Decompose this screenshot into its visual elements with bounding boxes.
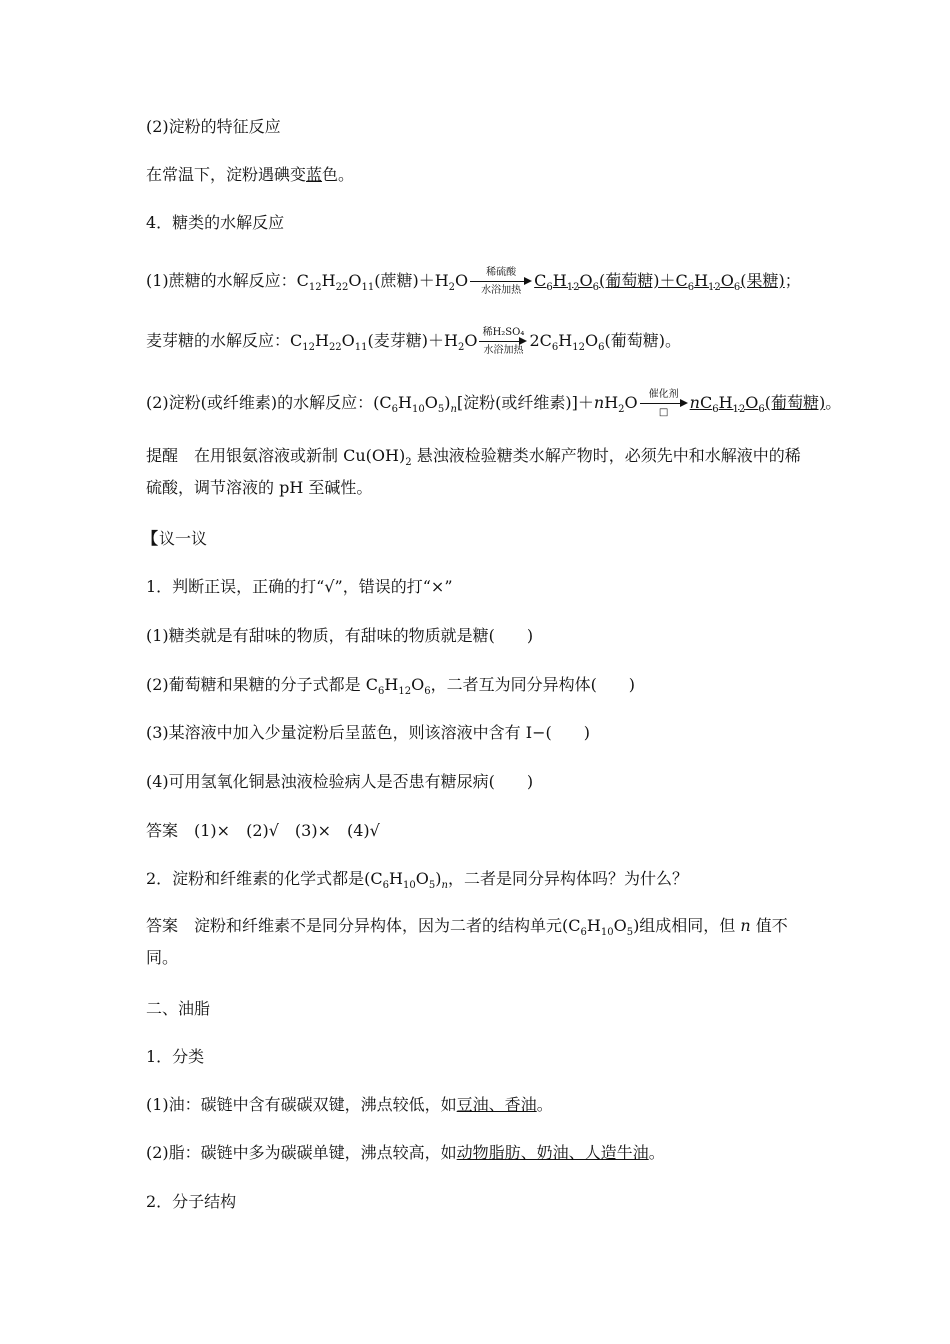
tip-label: 提醒 xyxy=(146,446,179,465)
underlined-products: $nC_6H_{12}O_6$(葡萄糖) xyxy=(689,393,826,415)
text: 在常温下，淀粉遇碘变 xyxy=(146,165,307,184)
reaction-arrow xyxy=(470,266,532,296)
answer-blank: 豆油、香油 xyxy=(456,1095,537,1114)
arrow-condition-top: 稀H₂SO₄ xyxy=(482,326,525,338)
bracket-mark: 【 xyxy=(142,529,159,548)
underlined-products: $C_6H_{12}O_6$(葡萄糖)$+C_6H_{12}O_6$(果糖) xyxy=(534,271,785,293)
arrow-condition-bottom: □ xyxy=(658,406,669,418)
answer-blank: 动物脂肪、奶油、人造牛油 xyxy=(456,1143,649,1162)
question-2: 2．淀粉和纤维素的化学式都是$(C_6H_{10}O_5)_n$，二者是同分异构体吗？为什么？ xyxy=(146,869,688,891)
starch-iodine-sentence xyxy=(146,164,354,186)
text: H xyxy=(321,271,336,290)
arrow-condition-top: 催化剂 xyxy=(648,388,679,400)
text: O xyxy=(455,271,469,290)
subscript: 2 xyxy=(448,282,456,293)
answer-1: 答案 (1)× (2)√ (3)× (4)√ xyxy=(146,821,380,840)
question-1-2: (2)葡萄糖和果糖的分子式都是 $C_6H_{12}O_6$，二者互为同分异构体( ) xyxy=(146,675,636,697)
subscript: 11 xyxy=(361,282,375,293)
question-1: 1．判断正误，正确的打“√”，错误的打“×” xyxy=(146,577,453,596)
tip-paragraph: 提醒 在用银氨溶液或新制 $Cu(OH)_2$ 悬浊液检验糖类水解产物时，必须先中和水解液中的稀硫酸，调节溶液的 pH 至碱性。 xyxy=(146,446,801,497)
question-1-3: (3)某溶液中加入少量淀粉后呈蓝色，则该溶液中含有 I−( ) xyxy=(146,723,590,742)
arrow-condition-bottom: 水浴加热 xyxy=(483,344,524,356)
equation-maltose: 麦芽糖的水解反应：$C_{12}H_{22}O_{11}$(麦芽糖)$+H_2O$ 稀H₂SO₄ 水浴加热 $2C_6H_{12}O_6$(葡萄糖)。 xyxy=(146,326,681,356)
reaction-arrow xyxy=(479,326,527,356)
text: 色。 xyxy=(322,165,355,184)
subscript: 12 xyxy=(308,282,322,293)
arrow-condition-top: 稀硫酸 xyxy=(486,266,517,278)
reaction-arrow xyxy=(640,388,688,418)
section-heading-oils: 二、油脂 xyxy=(146,999,211,1018)
answer-blank-blue: 蓝 xyxy=(306,165,323,184)
text: ； xyxy=(784,271,801,290)
oils-classification: 1．分类 xyxy=(146,1047,205,1066)
arrow-condition-bottom: 水浴加热 xyxy=(481,284,522,296)
answer-2: 答案 淀粉和纤维素不是同分异构体，因为二者的结构单元$(C_6H_{10}O_5)$组成相同，但 n 值不同。 xyxy=(146,916,788,967)
text: (1)蔗糖的水解反应：C xyxy=(146,271,309,290)
question-1-4: (4)可用氢氧化铜悬浊液检验病人是否患有糖尿病( ) xyxy=(146,772,534,791)
subheading-starch-reaction: (2)淀粉的特征反应 xyxy=(146,117,281,136)
text: (蔗糖)＋H xyxy=(374,271,449,290)
question-1-1: (1)糖类就是有甜味的物质，有甜味的物质就是糖( ) xyxy=(146,626,534,645)
fat-definition: (2)脂：碳链中多为碳碳单键，沸点较高，如动物脂肪、奶油、人造牛油。 xyxy=(146,1143,665,1162)
molecular-structure-heading: 2．分子结构 xyxy=(146,1192,237,1211)
oil-definition: (1)油：碳链中含有碳碳双键，沸点较低，如豆油、香油。 xyxy=(146,1095,553,1114)
text: O xyxy=(348,271,362,290)
heading-hydrolysis: 4．糖类的水解反应 xyxy=(146,213,285,232)
subscript: 22 xyxy=(335,282,349,293)
equation-sucrose xyxy=(146,266,801,296)
equation-starch: (2)淀粉(或纤维素)的水解反应：$(C_6H_{10}O_5)_n$[淀粉(或纤维素)]$+nH_2O$ 催化剂 □ $nC_6H_{12}O_6$(葡萄糖)。 xyxy=(146,388,842,418)
discuss-heading: 【议一议 xyxy=(142,529,208,548)
